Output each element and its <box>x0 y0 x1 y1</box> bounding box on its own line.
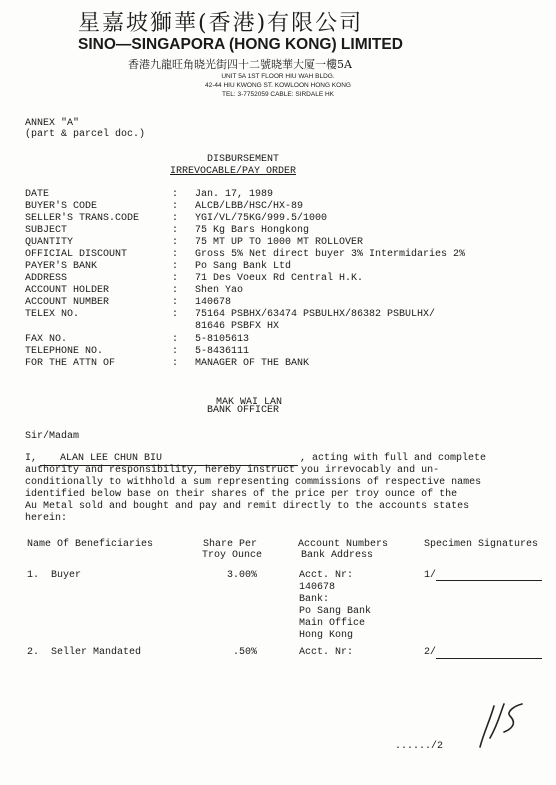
row-2-signature-line <box>436 658 542 659</box>
handwritten-initials <box>470 692 530 752</box>
field-value: 75 Kg Bars Hongkong <box>195 225 310 236</box>
page-number: ....../2 <box>395 741 444 752</box>
signatory-name: ALAN LEE CHUN BIU <box>60 453 163 464</box>
field-label: FAX NO. <box>25 334 68 345</box>
header-share-1: Share Per <box>203 539 258 550</box>
field-label: BUYER'S CODE <box>25 201 98 212</box>
field-value: 140678 <box>195 297 232 308</box>
field-label: ACCOUNT NUMBER <box>25 297 110 308</box>
row-1-acct-line-3: Bank: <box>299 594 330 605</box>
field-label: QUANTITY <box>25 237 74 248</box>
field-label: FOR THE ATTN OF <box>25 358 116 369</box>
body-line-4: identified below base on their shares of the price per troy ounce of the <box>25 489 458 500</box>
field-value: Shen Yao <box>195 285 244 296</box>
row-1-acct-line-1: Acct. Nr: <box>299 570 354 581</box>
company-english-name: SINO—SINGAPORA (HONG KONG) LIMITED <box>78 36 403 53</box>
field-label: OFFICIAL DISCOUNT <box>25 249 128 260</box>
field-value: 75164 PSBHX/63474 PSBULHX/86382 PSBULHX/ <box>195 309 436 320</box>
row-1-acct-line-6: Hong Kong <box>299 630 354 641</box>
field-value: 5-8436111 <box>195 346 250 357</box>
field-label: ADDRESS <box>25 273 68 284</box>
field-value: YGI/VL/75KG/999.5/1000 <box>195 213 328 224</box>
officer-name: MAK WAI LAN <box>216 397 283 408</box>
field-value: 75 MT UP TO 1000 MT ROLLOVER <box>195 237 364 248</box>
row-1-name: Buyer <box>51 570 82 581</box>
row-2-acct-line-1: Acct. Nr: <box>299 647 354 658</box>
header-beneficiaries: Name Of Beneficiaries <box>27 539 154 550</box>
field-label: TELEX NO. <box>25 309 80 320</box>
field-label: SUBJECT <box>25 225 68 236</box>
header-share-2: Troy Ounce <box>202 550 263 561</box>
header-account-1: Account Numbers <box>298 539 389 550</box>
address-line-3: TEL: 3-7752059 CABLE: SIRDALE HK <box>221 91 334 98</box>
body-line-5: Au Metal sold and bought and pay and remit directly to the accounts states <box>25 501 470 512</box>
body-line-3: conditionally to withhold a sum representing commissions of respective names <box>25 477 482 488</box>
header-account-2: Bank Address <box>301 550 374 561</box>
row-2-signature-label: 2/ <box>424 647 437 658</box>
officer-title: BANK OFFICER <box>207 405 280 416</box>
heading-disbursement: DISBURSEMENT <box>207 154 280 165</box>
row-1-signature-line <box>436 580 542 581</box>
annex-subtitle: (part & parcel doc.) <box>25 129 146 140</box>
row-1-signature-label: 1/ <box>424 570 437 581</box>
field-value: MANAGER OF THE BANK <box>195 358 310 369</box>
address-line-2: 42-44 HIU KWONG ST. KOWLOON HONG KONG <box>205 82 351 89</box>
row-2-name: Seller Mandated <box>51 647 142 658</box>
row-1-acct-line-2: 140678 <box>299 582 336 593</box>
row-1-acct-line-4: Po Sang Bank <box>299 606 372 617</box>
field-label: PAYER'S BANK <box>25 261 98 272</box>
field-value: ALCB/LBB/HSC/HX-89 <box>195 201 304 212</box>
field-label: ACCOUNT HOLDER <box>25 285 110 296</box>
row-1-acct-line-5: Main Office <box>299 618 366 629</box>
body-prefix: I, <box>25 453 38 464</box>
body-line-2: authority and responsibility, hereby instruct you irrevocably and un- <box>25 465 440 476</box>
field-value: Gross 5% Net direct buyer 3% Intermidaries 2% <box>195 249 466 260</box>
body-line-1: , acting with full and complete <box>300 453 487 464</box>
field-value: 71 Des Voeux Rd Central H.K. <box>195 273 364 284</box>
field-label: SELLER'S TRANS.CODE <box>25 213 140 224</box>
document-page: 星嘉坡獅華(香港)有限公司 SINO—SINGAPORA (HONG KONG) LIMITED 香港九龍旺角晓光街四十二號晓華大厦一樓5A UNIT 5A 1ST FLOOR HIU WAH BLDG. 42-44 HIU KWONG ST. KOWLOON HONG KONG TEL: 3-7752059 CABLE: SIRDALE HK ANNEX "A" (part & parcel doc.) DISBURSEMENT IRREVOCABLE/PAY ORDER DATE : Jan. 17, 1989 BUYER'S CODE : ALCB/LBB/HSC/HX-89 SELLER'S TRANS.CODE : YGI/VL/75KG/999.5/1000 SUBJECT : 75 Kg Bars Hongkong QUANTITY : 75 MT UP TO 1000 MT ROLLOVER OFFICIAL DISCOUNT : Gross 5% Net direct buyer 3% Intermidaries 2% PAYER'S BANK : Po Sang Bank Ltd ADDRESS : 71 Des Voeux Rd Central H.K. ACCOUNT HOLDER : Shen Yao ACCOUNT NUMBER : 140678 TELEX NO. : 75164 PSBHX/63474 PSBULHX/86382 PSBULHX/ 81646 PSBFX HX FAX NO. : 5-8105613 TELEPHONE NO. : 5-8436111 FOR THE ATTN OF : MANAGER OF THE BANK MAK WAI LAN BANK OFFICER Sir/Madam I, ALAN LEE CHUN BIU , acting with full and complete authority and responsibility, hereby instruct you irrevocably and un- conditionally to withhold a sum representing commissions of respective names identified below base on their shares of the price per troy ounce of the Au Metal sold and bought and pay and remit directly to the accounts states herein: Name Of Beneficiaries Share Per Troy Ounce Account Numbers Bank Address Specimen Signatures 1. Buyer 3.00% Acct. Nr: 140678 Bank: Po Sang Bank Main Office Hong Kong 1/ 2. Seller Mandated .50% Acct. Nr: 2/ ....../2 <box>0 0 556 785</box>
annex-title: ANNEX "A" <box>25 118 80 129</box>
company-chinese-name: 星嘉坡獅華(香港)有限公司 <box>78 11 364 36</box>
address-line-1: UNIT 5A 1ST FLOOR HIU WAH BLDG. <box>221 73 335 80</box>
field-value: Po Sang Bank Ltd <box>195 261 292 272</box>
field-value-continued: 81646 PSBFX HX <box>195 321 280 332</box>
header-signatures: Specimen Signatures <box>424 539 539 550</box>
row-1-share: 3.00% <box>227 570 258 581</box>
field-label: TELEPHONE NO. <box>25 346 104 357</box>
field-value: Jan. 17, 1989 <box>195 189 274 200</box>
row-1-number: 1. <box>27 570 40 581</box>
row-2-number: 2. <box>27 647 40 658</box>
field-label: DATE <box>25 189 50 200</box>
body-line-6: herein: <box>25 513 68 524</box>
heading-pay-order: IRREVOCABLE/PAY ORDER <box>170 166 297 177</box>
row-2-share: .50% <box>233 647 258 658</box>
field-value: 5-8105613 <box>195 334 250 345</box>
company-chinese-address: 香港九龍旺角晓光街四十二號晓華大厦一樓5A <box>128 58 352 71</box>
salutation: Sir/Madam <box>25 431 80 442</box>
